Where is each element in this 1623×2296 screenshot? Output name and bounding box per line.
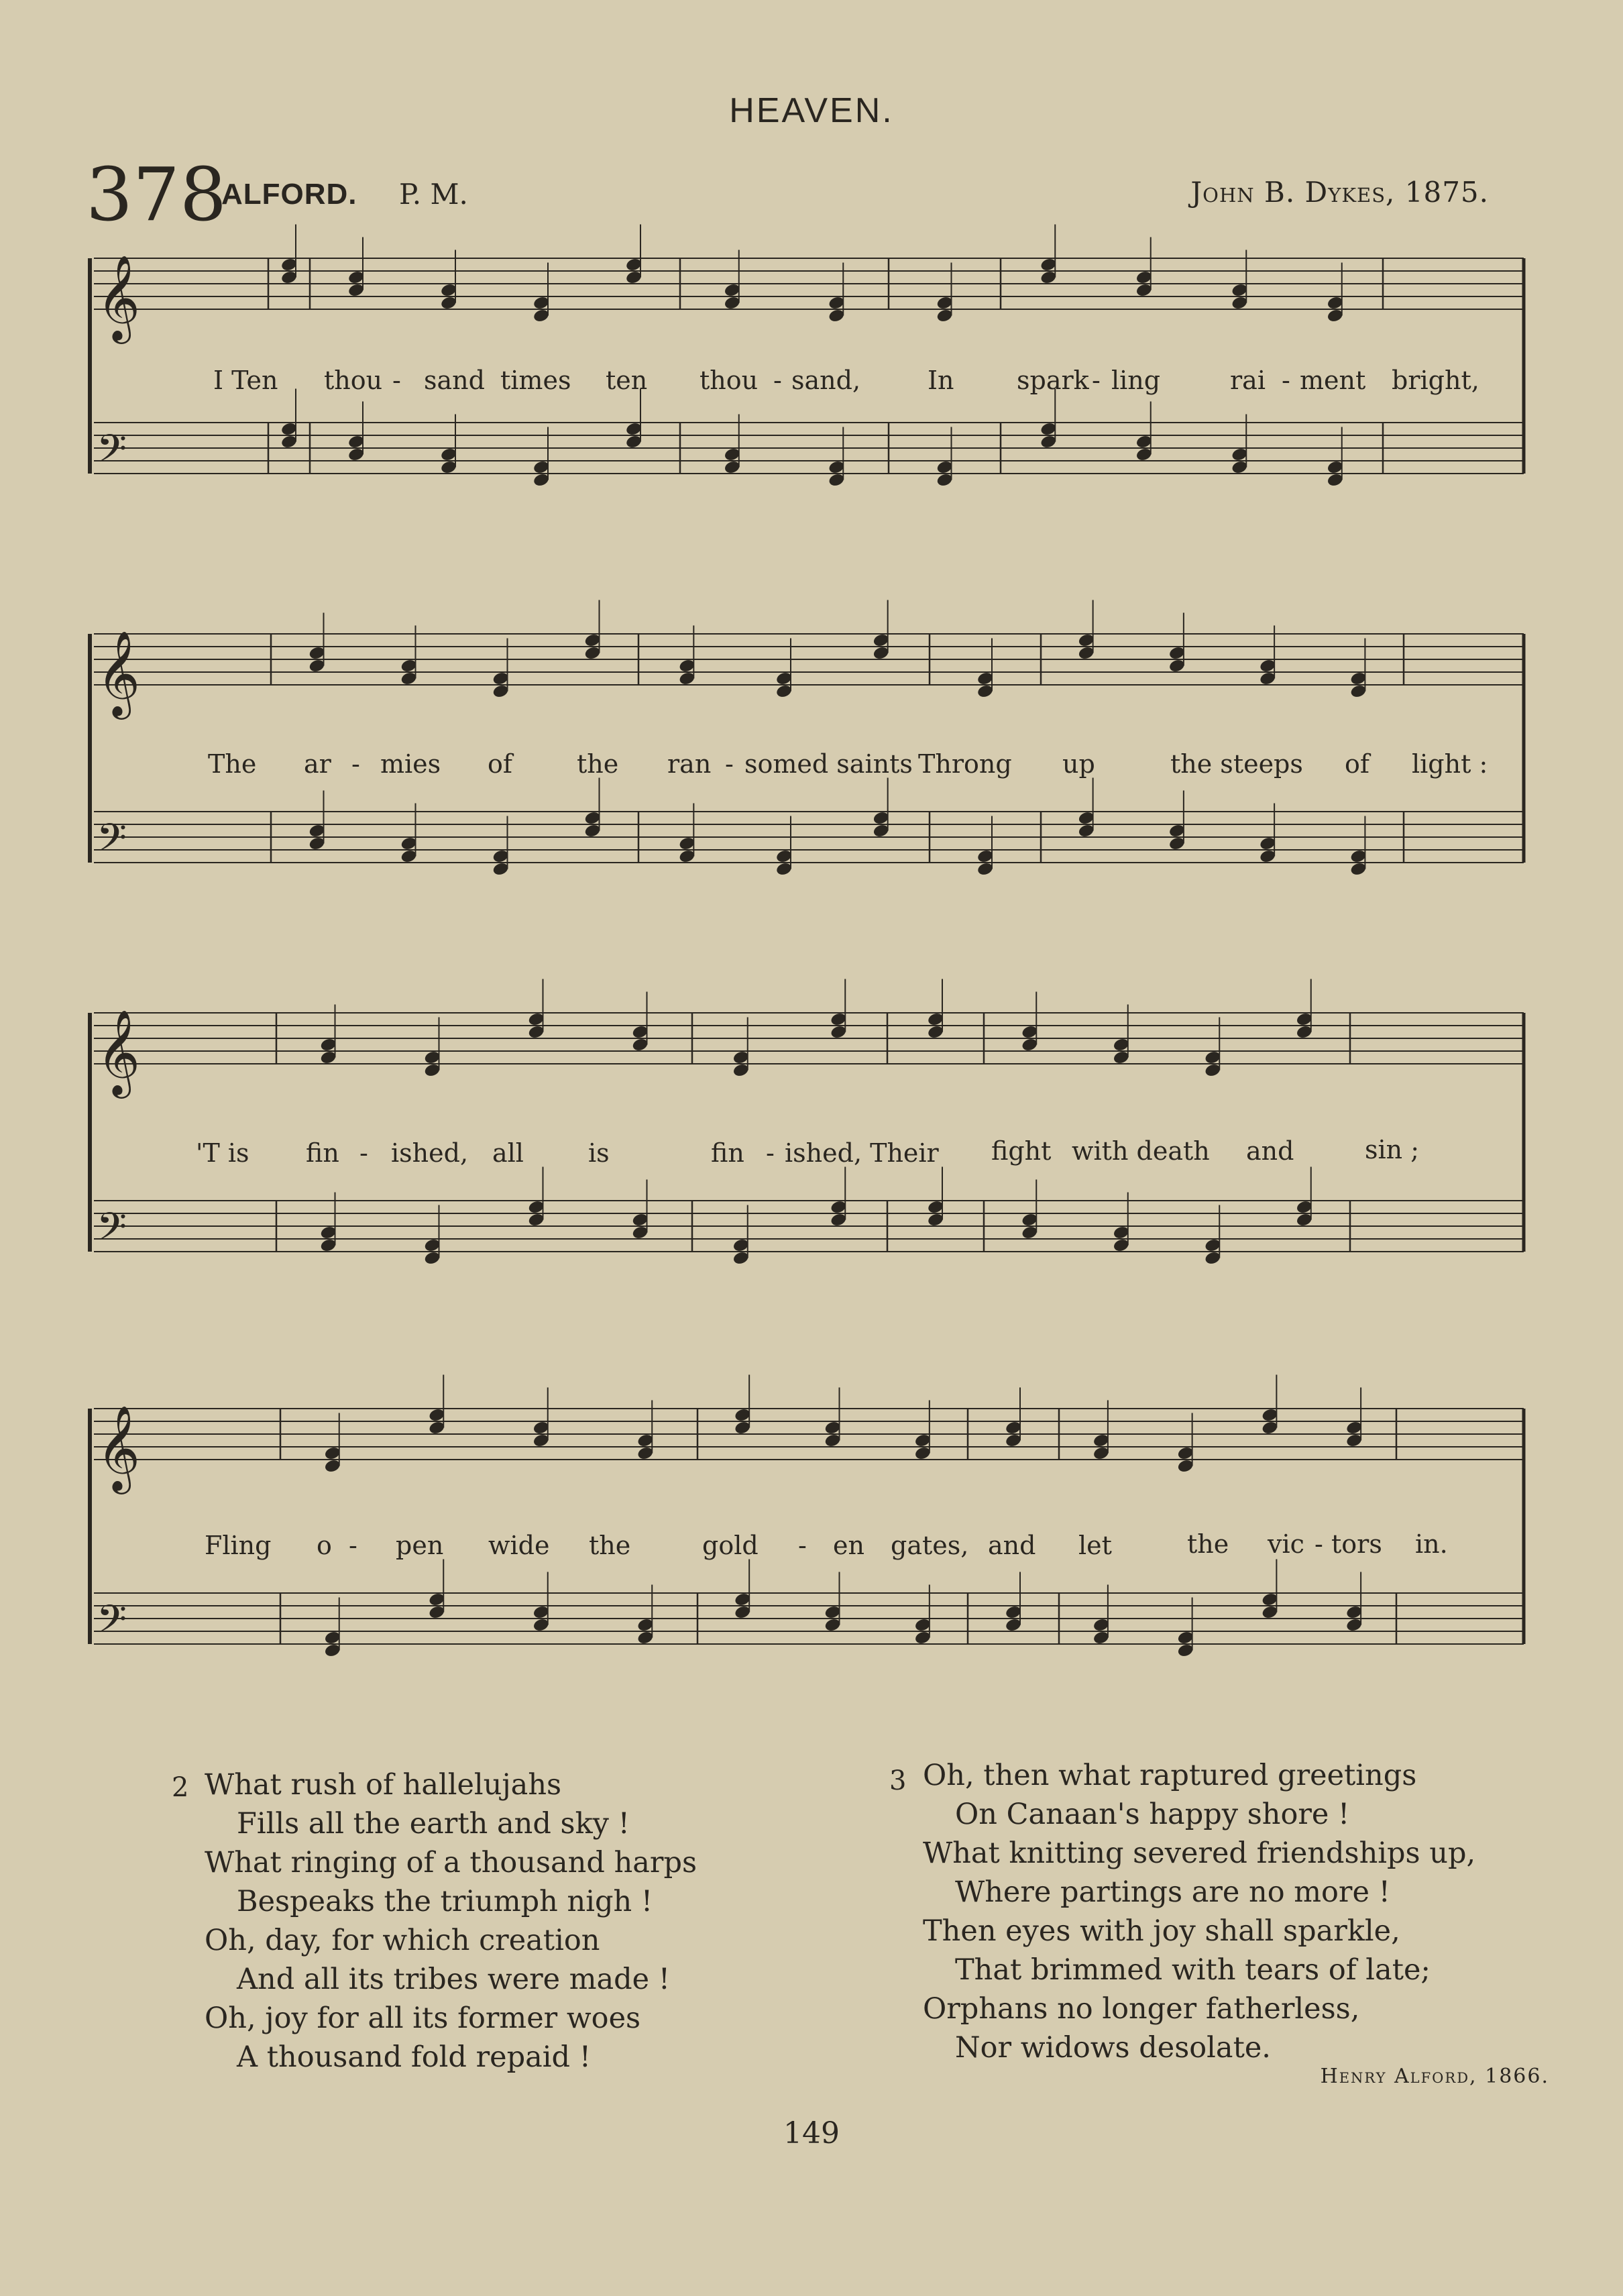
lyric-word: ling <box>1111 366 1161 395</box>
verse-number: 2 <box>172 1772 189 1803</box>
lyric-word: I Ten <box>213 366 278 395</box>
lyric-word: - <box>766 1138 775 1168</box>
lyric-word: - <box>1092 366 1101 395</box>
lyric-word: - <box>773 366 782 395</box>
lyric-word: in. <box>1415 1529 1448 1559</box>
page-number: 149 <box>783 2116 840 2150</box>
lyric-word: - <box>351 749 360 779</box>
verse-line: What rush of hallelujahs <box>205 1768 562 1802</box>
lyric-word: times <box>500 366 571 395</box>
verse-line: What knitting severed friendships up, <box>923 1837 1476 1870</box>
verse-line: Oh, then what raptured greetings <box>923 1759 1417 1792</box>
lyric-word: thou <box>324 366 383 395</box>
lyric-word: the steeps <box>1170 749 1303 779</box>
lyric-word: wide <box>488 1531 550 1560</box>
bass-clef: 𝄢 <box>97 426 127 481</box>
lyric-word: en <box>833 1531 864 1560</box>
treble-clef: 𝄞 <box>97 1009 141 1095</box>
lyric-word: the <box>589 1531 631 1560</box>
lyric-word: In <box>928 366 954 395</box>
lyric-word: and <box>988 1531 1036 1560</box>
bass-clef: 𝄢 <box>97 815 127 870</box>
verse-line: Oh, joy for all its former woes <box>205 2002 641 2035</box>
lyric-word: Fling <box>205 1531 272 1560</box>
verse-line: What ringing of a thousand harps <box>205 1846 697 1879</box>
lyric-word: pen <box>396 1531 444 1560</box>
verse-line: On Canaan's happy shore ! <box>955 1798 1350 1831</box>
lyric-word: fight <box>991 1136 1052 1166</box>
verse-3 <box>923 1756 1475 2067</box>
lyric-word: - <box>1282 366 1290 395</box>
verse-line: Bespeaks the triumph nigh ! <box>237 1885 653 1918</box>
lyric-word: ar <box>304 749 331 779</box>
lyric-word: gold <box>702 1531 759 1560</box>
lyric-word: - <box>392 366 401 395</box>
lyric-word: and <box>1246 1136 1294 1166</box>
treble-clef: 𝄞 <box>97 254 141 340</box>
lyric-word: ran <box>667 749 712 779</box>
lyric-word: rai <box>1230 366 1266 395</box>
treble-clef: 𝄞 <box>97 1405 141 1490</box>
lyric-word: of <box>1345 749 1369 779</box>
lyric-word: the <box>1187 1529 1229 1559</box>
lyric-word: thou <box>699 366 759 395</box>
lyric-word: bright, <box>1392 366 1479 395</box>
verse-number: 3 <box>889 1765 907 1796</box>
lyric-word: fin <box>306 1138 339 1168</box>
verse-line: A thousand fold repaid ! <box>237 2040 592 2074</box>
lyric-word: ished, <box>391 1138 469 1168</box>
lyric-word: gates, <box>891 1531 969 1560</box>
lyric-word: with death <box>1072 1136 1210 1166</box>
verse-line: Where partings are no more ! <box>955 1875 1390 1909</box>
verse-2 <box>205 1765 697 2077</box>
lyric-word: o <box>317 1531 332 1560</box>
lyric-word: sand, <box>791 366 861 395</box>
verse-line: Then eyes with joy shall sparkle, <box>923 1914 1400 1948</box>
meter: P. M. <box>399 178 468 211</box>
lyric-word: all <box>492 1138 524 1168</box>
bass-clef: 𝄢 <box>97 1204 127 1259</box>
verse-line: Orphans no longer fatherless, <box>923 1992 1360 2026</box>
lyric-word: - <box>725 749 734 779</box>
lyric-word: ment <box>1300 366 1366 395</box>
lyric-word: - <box>359 1138 368 1168</box>
lyric-word: sand <box>424 366 485 395</box>
lyric-word: - <box>1314 1529 1323 1559</box>
lyric-word: ished, Their <box>785 1138 939 1168</box>
lyric-word: - <box>349 1531 357 1560</box>
lyric-word: up <box>1062 749 1095 779</box>
verse-line: Fills all the earth and sky ! <box>237 1807 630 1841</box>
lyric-word: The <box>208 749 257 779</box>
verse-line: Oh, day, for which creation <box>205 1924 600 1957</box>
verse-line: That brimmed with tears of late; <box>955 1953 1431 1987</box>
lyric-word: the <box>577 749 619 779</box>
verse-line: Nor widows desolate. <box>955 2031 1271 2065</box>
lyric-word: tors <box>1331 1529 1382 1559</box>
verse-line: And all its tribes were made ! <box>237 1963 671 1996</box>
lyric-word: of <box>488 749 512 779</box>
lyric-word: somed saints <box>744 749 913 779</box>
lyric-word: sin ; <box>1365 1135 1420 1164</box>
lyric-word: fin <box>711 1138 744 1168</box>
lyric-word: Throng <box>918 749 1012 779</box>
lyric-word: mies <box>380 749 441 779</box>
treble-clef: 𝄞 <box>97 630 141 716</box>
lyric-word: - <box>798 1531 807 1560</box>
tune-name: ALFORD. <box>221 178 357 211</box>
lyric-word: 'T is <box>196 1138 249 1168</box>
lyric-word: let <box>1078 1531 1112 1560</box>
bass-clef: 𝄢 <box>97 1596 127 1651</box>
lyric-word: light : <box>1412 749 1488 779</box>
author-credit: Henry Alford, 1866. <box>1320 2065 1549 2088</box>
lyric-word: ten <box>606 366 648 395</box>
composer: John B. Dykes, 1875. <box>1190 176 1489 209</box>
section-title: HEAVEN. <box>729 91 894 130</box>
hymn-number: 378 <box>86 152 227 237</box>
lyric-word: vic <box>1268 1529 1304 1559</box>
lyric-word: is <box>588 1138 610 1168</box>
lyric-word: spark <box>1017 366 1089 395</box>
